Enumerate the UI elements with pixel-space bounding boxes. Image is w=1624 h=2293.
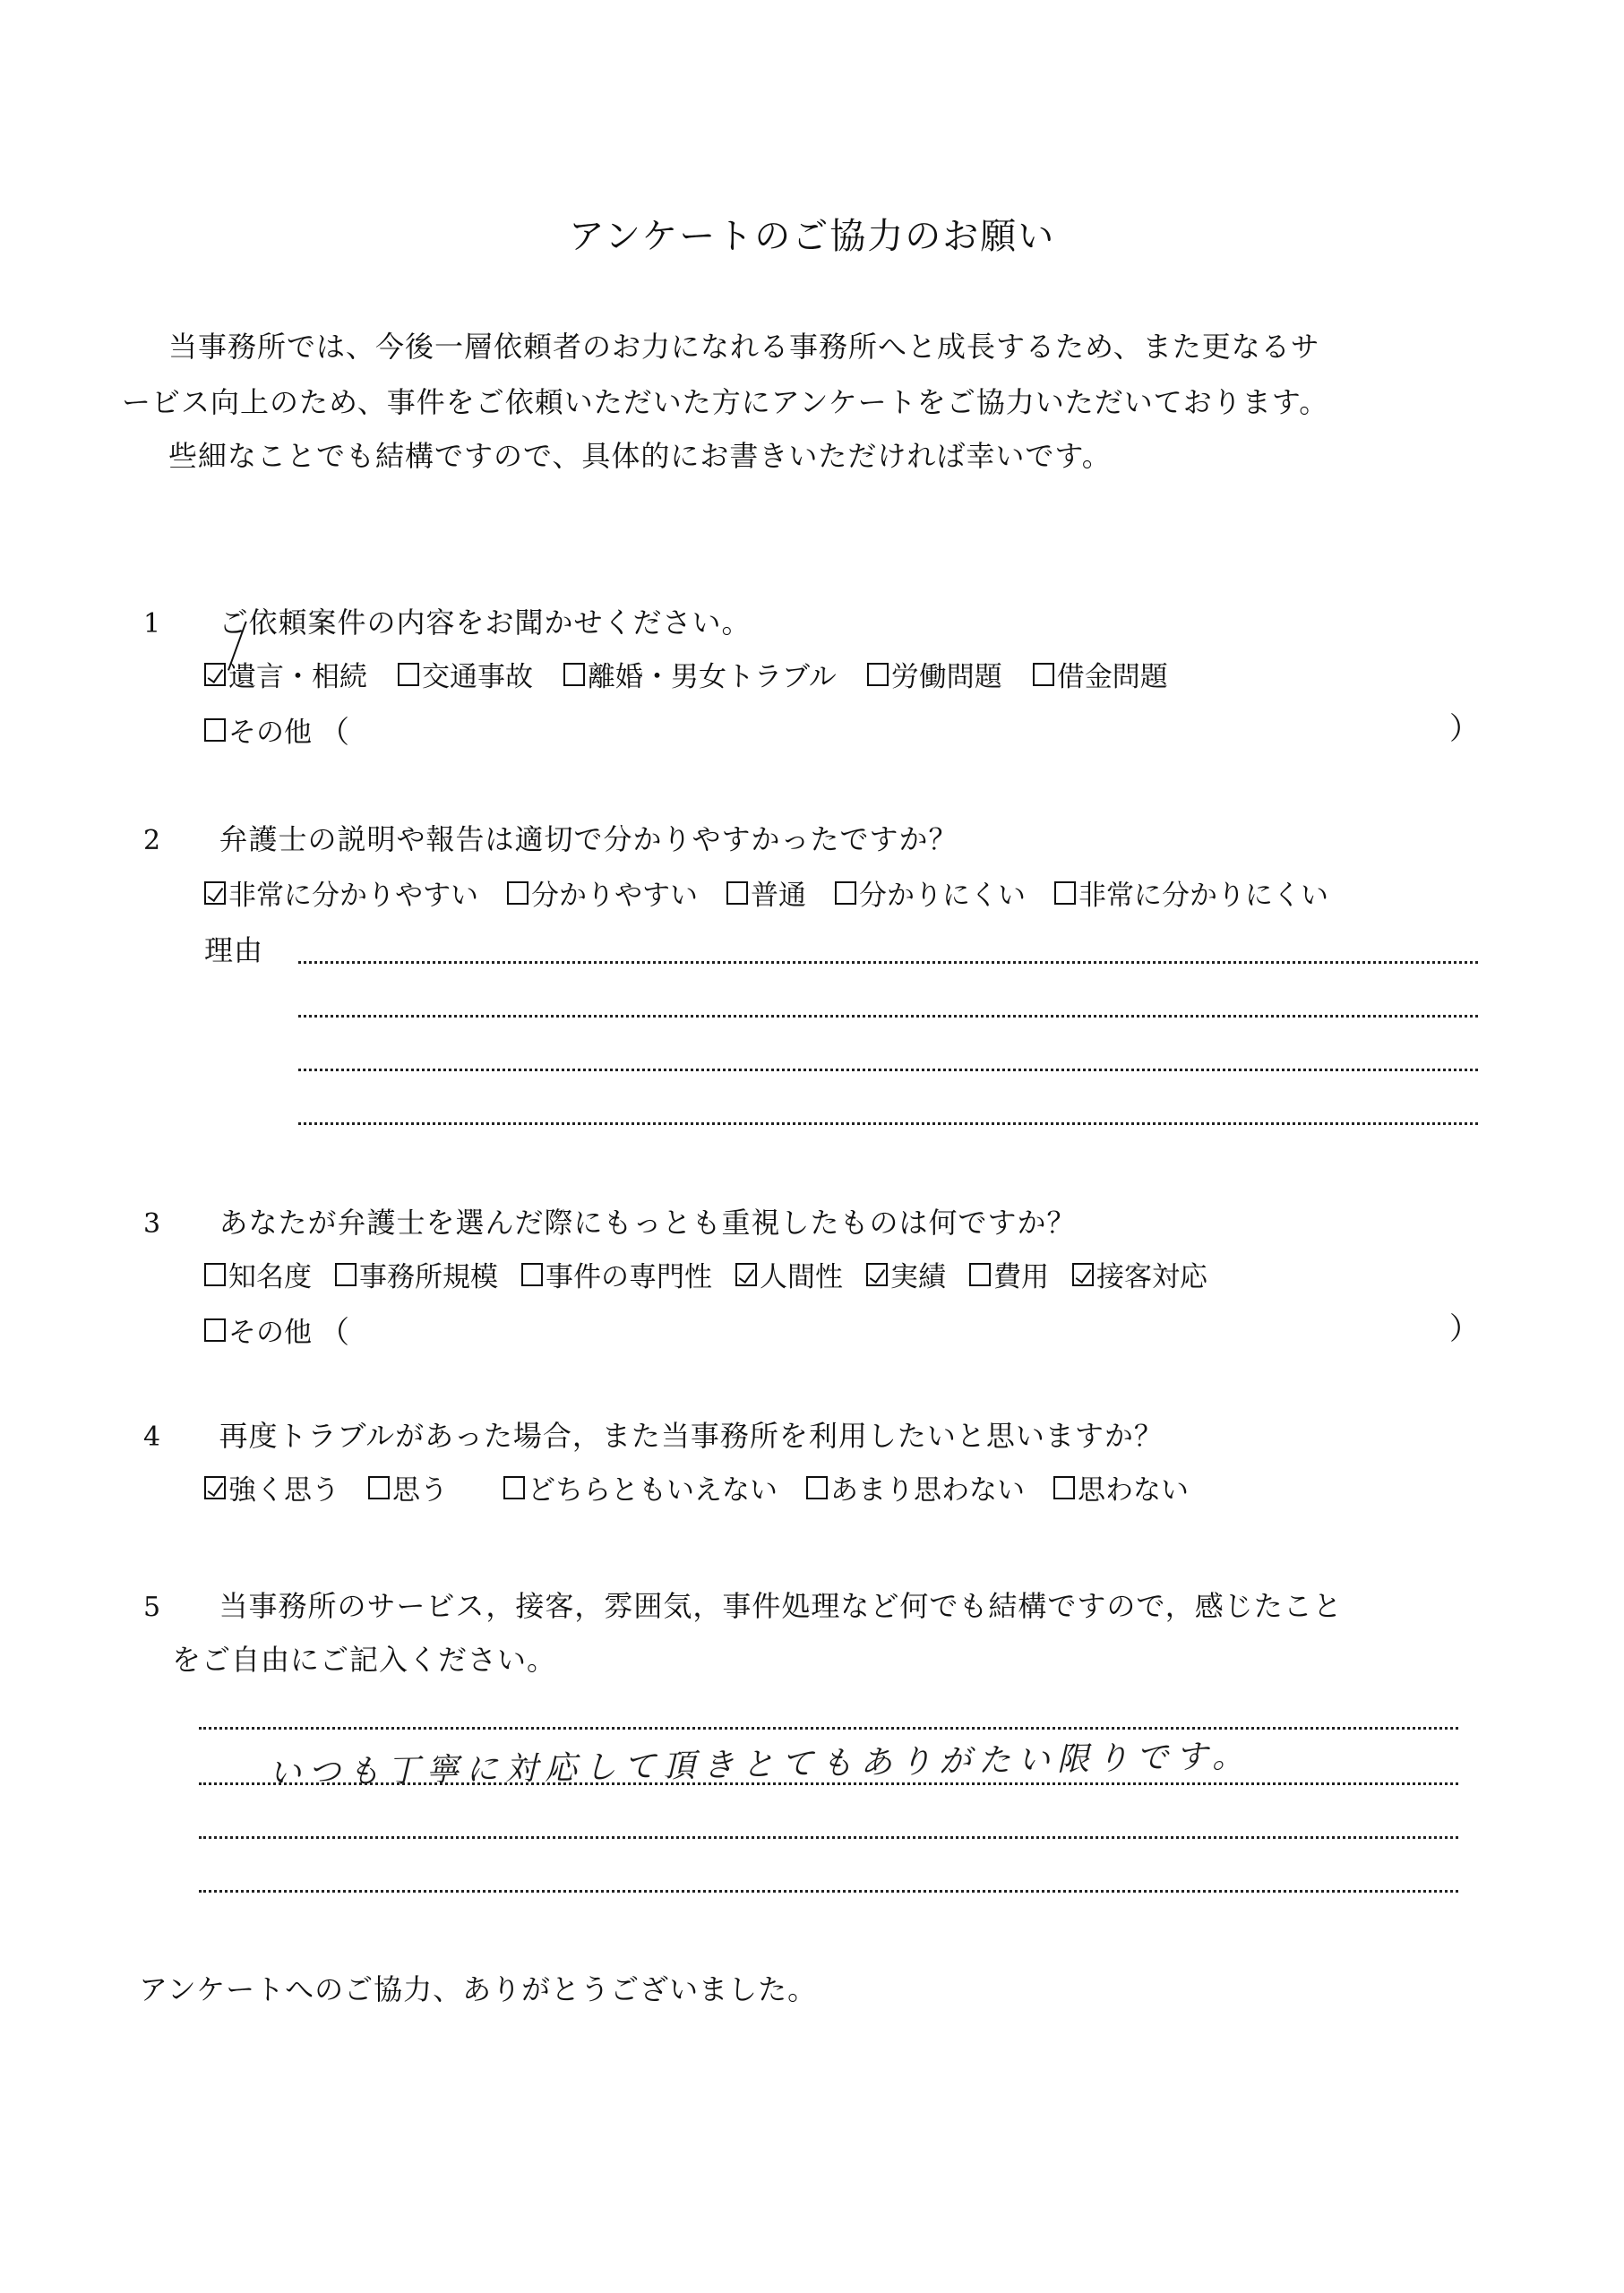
option-other[interactable]: その他 [204, 1310, 312, 1350]
question-text: 再度トラブルがあった場合，また当事務所を利用したいと思いますか？ [219, 1419, 1164, 1453]
question-number: 1 [143, 608, 162, 640]
reason-label: 理由 [204, 933, 264, 967]
checkbox-icon[interactable] [521, 1263, 543, 1286]
checkbox-checked-icon[interactable] [866, 1263, 888, 1286]
answer-line-4[interactable] [199, 1890, 1458, 1893]
question-1-options [204, 654, 1195, 694]
option-very-unclear[interactable]: 非常に分かりにくい [1054, 872, 1328, 913]
question-text: あなたが弁護士を選んだ際にもっとも重視したものは何ですか？ [219, 1206, 1077, 1240]
question-2-options [204, 872, 1355, 913]
checkbox-icon[interactable] [867, 663, 889, 686]
reason-line-3[interactable] [298, 1069, 1478, 1071]
close-paren: ） [1449, 711, 1480, 747]
checkbox-icon[interactable] [335, 1263, 357, 1286]
checkbox-checked-icon[interactable] [735, 1263, 757, 1286]
checkbox-checked-icon[interactable] [204, 1476, 226, 1499]
checkbox-checked-icon[interactable] [204, 881, 226, 905]
option-cost[interactable]: 費用 [969, 1254, 1049, 1294]
checkbox-icon[interactable] [398, 663, 419, 686]
page-title: アンケートのご協力のお願い [568, 216, 1056, 257]
reason-line-2[interactable] [298, 1015, 1478, 1018]
intro-line-1: 当事務所では、今後一層依頼者のお力になれる事務所へと成長するため、また更なるサ [168, 330, 1320, 364]
question-3-options [204, 1254, 1234, 1294]
checkbox-icon[interactable] [969, 1263, 991, 1286]
checkbox-icon[interactable] [503, 1476, 525, 1499]
option-firm-size[interactable]: 事務所規模 [335, 1254, 498, 1294]
checkbox-icon[interactable] [507, 881, 528, 905]
question-4-options [204, 1467, 1216, 1507]
question-5-text-line-2: をご自由にご記入ください。 [172, 1643, 557, 1677]
close-paren: ） [1449, 1311, 1480, 1347]
option-disagree[interactable]: あまり思わない [806, 1467, 1025, 1507]
option-agree[interactable]: 思う [368, 1467, 448, 1507]
answer-line-3[interactable] [199, 1836, 1458, 1839]
option-neutral[interactable]: どちらともいえない [503, 1467, 778, 1507]
question-3 [143, 1200, 1076, 1241]
option-traffic-accident[interactable]: 交通事故 [398, 654, 533, 694]
closing-message: アンケートへのご協力、ありがとうございました。 [139, 1972, 818, 2006]
checkbox-icon[interactable] [806, 1476, 828, 1499]
checkbox-icon[interactable] [835, 881, 856, 905]
question-text: 当事務所のサービス，接客，雰囲気，事件処理など何でも結構ですので，感じたこと [219, 1589, 1343, 1623]
intro-line-3: 些細なことでも結構ですので、具体的にお書きいただければ幸いです。 [168, 439, 1112, 473]
open-paren: （ [319, 715, 349, 751]
answer-line-2[interactable] [199, 1782, 1458, 1785]
option-very-clear[interactable]: 非常に分かりやすい [204, 872, 478, 913]
question-number: 3 [143, 1208, 162, 1240]
option-expertise[interactable]: 事件の専門性 [521, 1254, 712, 1294]
option-customer-service[interactable]: 接客対応 [1072, 1254, 1207, 1294]
option-inheritance[interactable]: 遺言・相続 [204, 654, 367, 694]
option-reputation[interactable]: 知名度 [204, 1254, 312, 1294]
question-number: 4 [143, 1421, 162, 1453]
checkbox-checked-icon[interactable] [204, 663, 226, 686]
checkbox-icon[interactable] [726, 881, 748, 905]
option-personality[interactable]: 人間性 [735, 1254, 843, 1294]
question-1-other [204, 708, 349, 751]
question-2 [143, 817, 958, 858]
intro-line-2: ービス向上のため、事件をご依頼いただいた方にアンケートをご協力いただいております。 [122, 385, 1329, 419]
question-4 [143, 1413, 1164, 1455]
option-labor[interactable]: 労働問題 [867, 654, 1002, 694]
open-paren: （ [319, 1315, 349, 1351]
checkbox-icon[interactable] [204, 1318, 226, 1342]
handwritten-answer[interactable]: いつも丁寧に対応して頂きとてもありがたい限りです。 [268, 1738, 1252, 1792]
checkbox-icon[interactable] [204, 1263, 226, 1286]
checkbox-icon[interactable] [1033, 663, 1054, 686]
checkbox-icon[interactable] [368, 1476, 390, 1499]
checkbox-icon[interactable] [1053, 1476, 1075, 1499]
option-other[interactable]: その他 [204, 709, 312, 750]
option-divorce[interactable]: 離婚・男女トラブル [563, 654, 837, 694]
question-text: ご依頼案件の内容をお聞かせください。 [219, 605, 752, 640]
option-clear[interactable]: 分かりやすい [507, 872, 698, 913]
option-strongly-disagree[interactable]: 思わない [1053, 1467, 1189, 1507]
checkbox-icon[interactable] [204, 718, 226, 742]
answer-line-1[interactable] [199, 1727, 1458, 1730]
checkbox-icon[interactable] [563, 663, 585, 686]
option-strongly-agree[interactable]: 強く思う [204, 1467, 339, 1507]
option-neutral[interactable]: 普通 [726, 872, 806, 913]
checkbox-checked-icon[interactable] [1072, 1263, 1094, 1286]
option-track-record[interactable]: 実績 [866, 1254, 946, 1294]
question-text: 弁護士の説明や報告は適切で分かりやすかったですか？ [219, 822, 958, 856]
reason-line-1[interactable] [298, 961, 1478, 964]
option-unclear[interactable]: 分かりにくい [835, 872, 1026, 913]
question-5 [143, 1584, 1343, 1625]
option-debt[interactable]: 借金問題 [1033, 654, 1168, 694]
question-3-other [204, 1308, 349, 1352]
question-number: 2 [143, 825, 162, 856]
checkbox-icon[interactable] [1054, 881, 1076, 905]
reason-line-4[interactable] [298, 1122, 1478, 1125]
question-number: 5 [143, 1592, 162, 1623]
question-1 [143, 600, 751, 641]
